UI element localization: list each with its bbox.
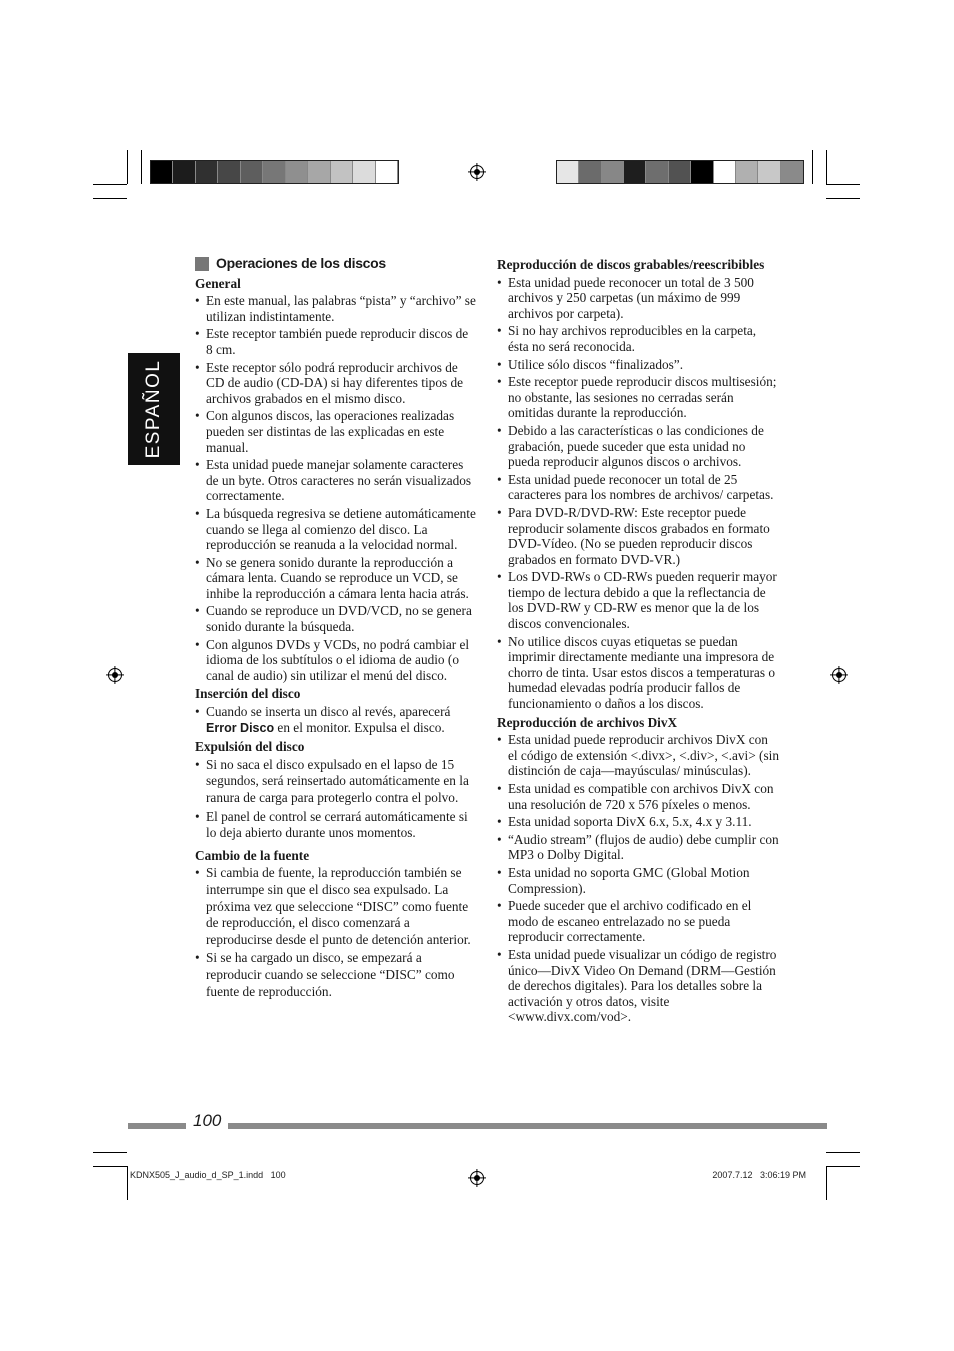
list-item: • Cuando se reproduce un DVD/VCD, no se genera sonido durante la búsqueda. xyxy=(195,603,477,634)
section-heading xyxy=(195,256,477,272)
subheading-grabables: Reproducción de discos grabables/reescribibles xyxy=(497,257,765,272)
crop-mark xyxy=(127,1166,128,1200)
color-calibration-bar-right xyxy=(556,160,804,184)
color-swatch xyxy=(376,161,398,183)
language-tab xyxy=(128,353,180,465)
list-item: • Esta unidad puede visualizar un código de registro único—DivX Video On Demand (DRM—Gestión de derechos digitales). Para los detalles sobre la activación y otros datos, visite <www.divx.com/vod>. xyxy=(497,947,779,1025)
subheading-cambio: Cambio de la fuente xyxy=(195,847,310,863)
list-item: • Esta unidad puede manejar solamente caracteres de un byte. Otros caracteres no serán visualizados correctamente. xyxy=(195,457,477,504)
color-swatch xyxy=(241,161,263,183)
crop-mark xyxy=(93,184,127,185)
subheading-expulsion: Expulsión del disco xyxy=(195,739,305,755)
page-rule-left xyxy=(128,1123,186,1129)
list-item: • Si se ha cargado un disco, se empezará a reproducir cuando se seleccione “DISC” como fuente de reproducción. xyxy=(195,950,477,1000)
color-swatch xyxy=(151,161,173,183)
color-swatch xyxy=(781,161,803,183)
list-item: • Si no hay archivos reproducibles en la carpeta, ésta no será reconocida. xyxy=(497,323,779,354)
crop-mark xyxy=(826,184,860,185)
section-title: Operaciones de los discos xyxy=(216,255,386,271)
list-item: • Esta unidad puede reconocer un total de 25 caracteres para los nombres de archivos/ carpetas. xyxy=(497,472,779,503)
color-swatch xyxy=(173,161,195,183)
list-item: • El panel de control se cerrará automáticamente si lo deja abierto durante unos momentos. xyxy=(195,809,477,842)
crop-mark xyxy=(127,150,128,184)
color-swatch xyxy=(331,161,353,183)
registration-mark-icon xyxy=(470,165,484,179)
subheading-general: General xyxy=(195,275,241,291)
crop-mark xyxy=(826,150,827,184)
list-item: • Esta unidad no soporta GMC (Global Motion Compression). xyxy=(497,865,779,896)
list-item: • Esta unidad puede reproducir archivos DivX con el código de extensión <.divx>, <.div>, <.avi> (sin distinción de caja—mayúsculas/ minúsculas). xyxy=(497,732,779,779)
list-item: • Los DVD-RWs o CD-RWs pueden requerir mayor tiempo de lectura debido a que la reflectancia de los DVD-RW y CD-RW es menor que la de los discos convencionales. xyxy=(497,569,779,631)
crop-mark xyxy=(812,150,813,184)
crop-mark xyxy=(93,1152,127,1153)
page-number: 100 xyxy=(193,1111,222,1130)
list-item: • No utilice discos cuyas etiquetas se puedan imprimir directamente mediante una impresora de chorro de tinta. Usar estos discos a temperaturas o humedad elevadas podría producir fallos de funcionamiento o daños a los discos. xyxy=(497,634,779,712)
language-tab-label: ESPAÑOL xyxy=(143,359,164,459)
color-swatch xyxy=(308,161,330,183)
list-item: • Si no saca el disco expulsado en el lapso de 15 segundos, será reinsertado automáticamente en la ranura de carga para protegerlo contra el polvo. xyxy=(195,757,477,807)
color-swatch xyxy=(557,161,579,183)
color-swatch xyxy=(758,161,780,183)
file-slug: KDNX505_J_audio_d_SP_1.indd 100 xyxy=(130,1170,286,1180)
list-item: • Este receptor también puede reproducir discos de 8 cm. xyxy=(195,326,477,357)
crop-mark xyxy=(93,198,127,199)
list-item xyxy=(195,704,477,736)
error-display-text: Error Disco xyxy=(206,720,275,735)
list-item: • Con algunos discos, las operaciones realizadas pueden ser distintas de las explicadas en este manual. xyxy=(195,408,477,455)
list-item: • Con algunos DVDs y VCDs, no podrá cambiar el idioma de los subtítulos o el idioma de audio (o canal de audio) sin utilizar el menú del disco. xyxy=(195,637,477,684)
insercion-list xyxy=(195,704,477,736)
section-square-icon xyxy=(195,257,209,271)
crop-mark xyxy=(141,150,142,184)
grabables-list xyxy=(497,275,779,712)
subheading-insercion: Inserción del disco xyxy=(195,686,301,702)
cambio-list xyxy=(195,865,477,1000)
color-swatch xyxy=(624,161,646,183)
color-swatch xyxy=(736,161,758,183)
registration-mark-icon xyxy=(108,668,122,682)
crop-mark xyxy=(826,1166,827,1200)
list-item: • Este receptor sólo podrá reproducir archivos de CD de audio (CD-DA) si hay diferentes tipos de archivos grabados en el mismo disco. xyxy=(195,360,477,407)
insercion-text-before: Cuando se inserta un disco al revés, aparecerá xyxy=(206,704,451,720)
page-rule-right xyxy=(228,1123,827,1129)
color-swatch xyxy=(714,161,736,183)
color-swatch xyxy=(286,161,308,183)
color-swatch xyxy=(263,161,285,183)
color-swatch xyxy=(579,161,601,183)
left-column xyxy=(195,256,477,1003)
color-calibration-bar-left xyxy=(150,160,399,184)
color-swatch xyxy=(669,161,691,183)
color-swatch xyxy=(218,161,240,183)
list-item: • En este manual, las palabras “pista” y “archivo” se utilizan indistintamente. xyxy=(195,293,477,324)
print-timestamp: 2007.7.12 3:06:19 PM xyxy=(712,1170,806,1180)
color-swatch xyxy=(602,161,624,183)
expulsion-list xyxy=(195,757,477,842)
list-item: • Utilice sólo discos “finalizados”. xyxy=(497,357,779,373)
list-item: • Esta unidad puede reconocer un total de 3 500 archivos y 250 carpetas (un máximo de 999 archivos por carpeta). xyxy=(497,275,779,322)
insercion-text-after: en el monitor. Expulsa el disco. xyxy=(274,719,445,735)
list-item: • Puede suceder que el archivo codificado en el modo de escaneo entrelazado no se pueda reproducir correctamente. xyxy=(497,898,779,945)
list-item: • La búsqueda regresiva se detiene automáticamente cuando se llega al comienzo del disco. La reproducción se reanuda a la velocidad normal. xyxy=(195,506,477,553)
color-swatch xyxy=(691,161,713,183)
list-item: • Esta unidad es compatible con archivos DivX con una resolución de 720 x 576 píxeles o menos. xyxy=(497,781,779,812)
registration-mark-icon xyxy=(832,668,846,682)
color-swatch xyxy=(196,161,218,183)
color-swatch xyxy=(646,161,668,183)
list-item: • Esta unidad soporta DivX 6.x, 5.x, 4.x y 3.11. xyxy=(497,814,779,830)
list-item: • Si cambia de fuente, la reproducción también se interrumpe sin que el disco sea expulsado. La próxima vez que seleccione “DISC” como fuente de reproducción, el disco comenzará a reproducirse desde el punto de detención anterior. xyxy=(195,865,477,948)
color-swatch xyxy=(353,161,375,183)
list-item: • Debido a las características o las condiciones de grabación, puede suceder que esta unidad no pueda reproducir algunos discos o archivos. xyxy=(497,423,779,470)
right-column xyxy=(497,254,779,1028)
list-item: • Este receptor puede reproducir discos multisesión; no obstante, las sesiones no cerradas serán omitidas durante la reproducción. xyxy=(497,374,779,421)
crop-mark xyxy=(826,1166,860,1167)
subheading-divx: Reproducción de archivos DivX xyxy=(497,714,678,730)
list-item: • Para DVD-R/DVD-RW: Este receptor puede reproducir solamente discos grabados en formato DVD-Vídeo. (No se pueden reproducir discos grabados en formato DVD-VR.) xyxy=(497,505,779,567)
crop-mark xyxy=(93,1166,127,1167)
list-item: • “Audio stream” (flujos de audio) debe cumplir con MP3 o Dolby Digital. xyxy=(497,832,779,863)
crop-mark xyxy=(826,1152,860,1153)
registration-mark-icon xyxy=(470,1171,484,1185)
divx-list xyxy=(497,732,779,1025)
general-list xyxy=(195,293,477,683)
crop-mark xyxy=(826,198,860,199)
list-item: • No se genera sonido durante la reproducción a cámara lenta. Cuando se reproduce un VCD, se inhibe la reproducción a cámara lenta hacia atrás. xyxy=(195,555,477,602)
